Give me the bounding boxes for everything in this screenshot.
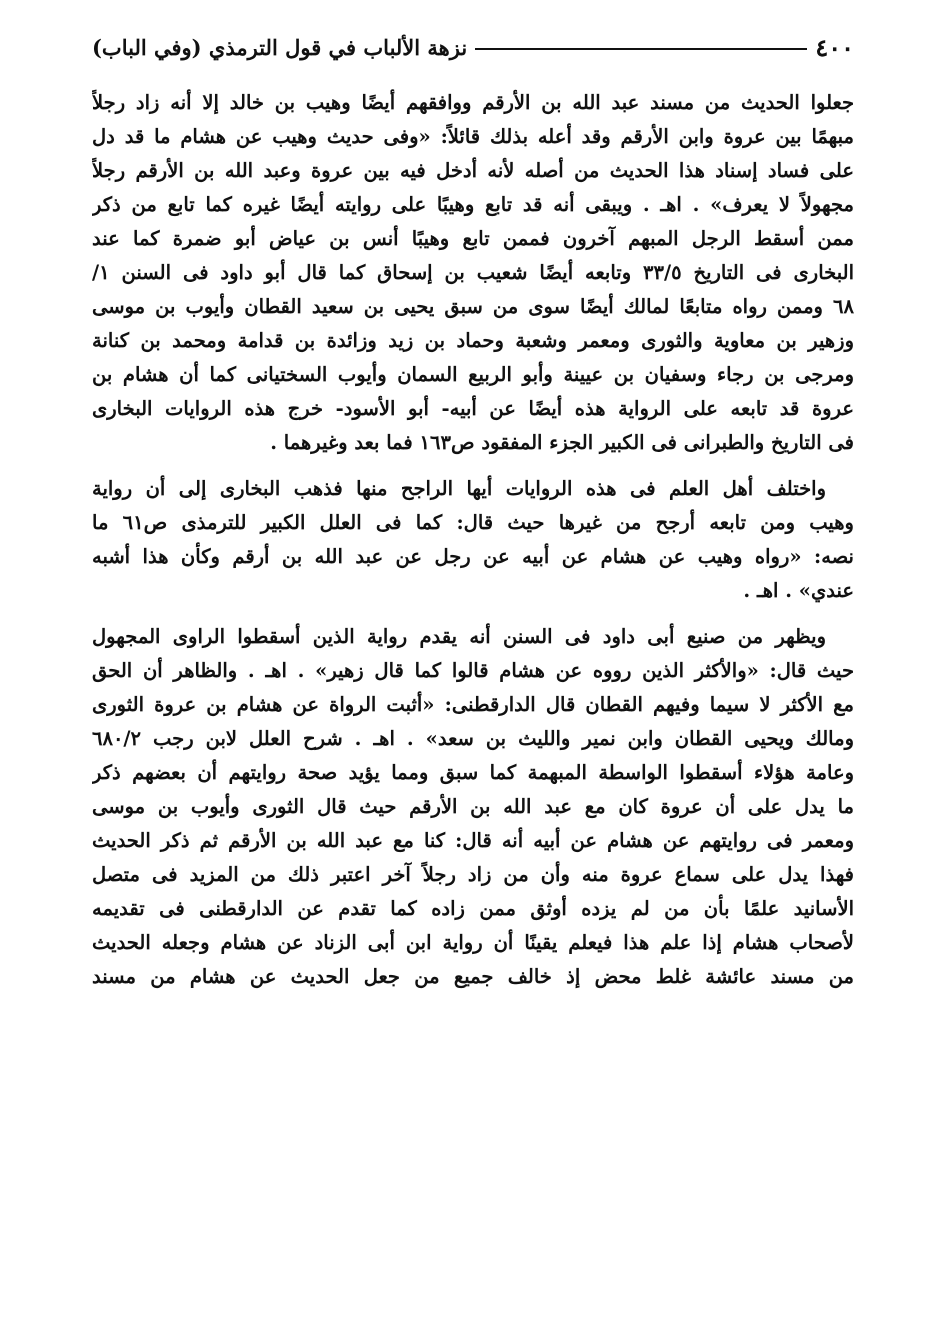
running-title: نزهة الألباب في قول الترمذي (وفي الباب) — [92, 34, 468, 60]
text-line: عندي» . اهـ . — [743, 579, 854, 602]
text-line: البخارى فى التاريخ ٣٣/٥ وتابعه أيضًا شعيب بن إسحاق كما قال أبو داود فى السنن ١/ — [92, 261, 854, 284]
text-line: ممن أسقط الرجل المبهم آخرون فممن تابع وهيبًا أنس بن عياض أبو ضمرة كما عند — [92, 227, 854, 250]
text-line: ومرجى بن رجاء وسفيان بن عيينة وأبو الربيع السمان وأيوب السختيانى كما أن هشام بن — [92, 363, 854, 386]
paragraph-3 — [92, 620, 854, 994]
text-line: وهيب ومن تابعه أرجح من غيرها حيث قال: كما فى العلل الكبير للترمذى ص٦١ ما — [92, 511, 854, 534]
text-line: وزهير بن معاوية والثورى ومعمر وشعبة وحماد بن زيد وزائدة بن قدامة ومحمد بن كنانة — [92, 329, 854, 352]
text-line: ويظهر من صنيع أبى داود فى السنن أنه يقدم رواية الذين أسقطوا الراوى المجهول — [92, 625, 826, 648]
text-line: ما يدل على أن عروة كان مع عبد الله بن الأرقم حيث قال الثورى وأيوب بن موسى — [92, 795, 854, 818]
paragraph-1 — [92, 86, 854, 460]
text-line: مع الأكثر لا سيما وفيهم القطان قال الدارقطنى: «أثبت الرواة عن هشام بن عروة الثورى — [92, 693, 854, 716]
text-line: على فساد إسناد هذا الحديث من أصله لأنه أدخل فيه بين عروة وعبد الله بن الأرقم رجلاً — [92, 159, 854, 182]
text-line: مبهمًا بين عروة وابن الأرقم وقد أعله بذلك قائلاً: «وفى حديث وهيب عن هشام ما قد دل — [92, 125, 854, 148]
text-line: من مسند عائشة غلط محض إذ خالف جميع من جعل الحديث عن هشام من مسند — [92, 965, 854, 988]
text-line: مجهولاً لا يعرف» . اهـ . ويبقى أنه قد تابع وهيبًا على روايته أيضًا غيره كما تابع من ذكر — [92, 193, 854, 216]
paragraph-2 — [92, 472, 854, 608]
text-line: لأصحاب هشام إذا علم هذا فيعلم يقينًا أن رواية ابن أبى الزناد عن هشام وجعله الحديث — [92, 931, 854, 954]
header-rule — [475, 48, 807, 50]
text-line: وعامة هؤلاء أسقطوا الواسطة المبهمة كما سبق ومما يؤيد صحة روايتهم أن بعضهم ذكر — [92, 761, 854, 784]
page-number: ٤٠٠ — [815, 32, 854, 62]
text-line: فى التاريخ والطبرانى فى الكبير الجزء المفقود ص١٦٣ فما بعد وغيرهما . — [270, 431, 854, 454]
text-line: جعلوا الحديث من مسند عبد الله بن الأرقم ووافقهم أيضًا وهيب بن خالد إلا أنه زاد رجلاً — [92, 91, 854, 114]
text-line: ومعمر فى روايتهم عن هشام عن أبيه أنه قال: كنا مع عبد الله بن الأرقم ثم ذكر الحديث — [92, 829, 854, 852]
paragraph-gap — [92, 608, 854, 620]
text-line: الأسانيد علمًا بأن من لم يزده أوثق ممن زاده كما تقدم عن الدارقطنى فى تقديمه — [92, 897, 854, 920]
text-line: ومالك ويحيى القطان وابن نمير والليث بن سعد» . اهـ . شرح العلل لابن رجب ٦٨٠/٢ — [92, 727, 854, 750]
paragraph-gap — [92, 460, 854, 472]
page-header — [92, 30, 854, 64]
text-line: فهذا يدل على سماع عروة منه وأن من زاد رجلاً آخر اعتبر ذلك من المزيد فى متصل — [92, 863, 854, 886]
text-line: واختلف أهل العلم فى هذه الروايات أيها الراجح منها فذهب البخارى إلى أن رواية — [92, 477, 826, 500]
text-line: حيث قال: «والأكثر الذين رووه عن هشام قالوا كما قال زهير» . اهـ . والظاهر أن الحق — [92, 659, 854, 682]
text-line: نصه: «رواه وهيب عن هشام عن أبيه عن رجل عن عبد الله بن أرقم وكأن هذا أشبه — [92, 545, 854, 568]
main-text — [92, 86, 854, 994]
text-line: ٦٨ وممن رواه متابعًا لمالك أيضًا سوى من سبق يحيى بن سعيد القطان وأيوب بن موسى — [92, 295, 854, 318]
text-line: عروة قد تابعه على الرواية هذه أيضًا عن أبيه- أبو الأسود- خرج هذه الروايات البخارى — [92, 397, 854, 420]
